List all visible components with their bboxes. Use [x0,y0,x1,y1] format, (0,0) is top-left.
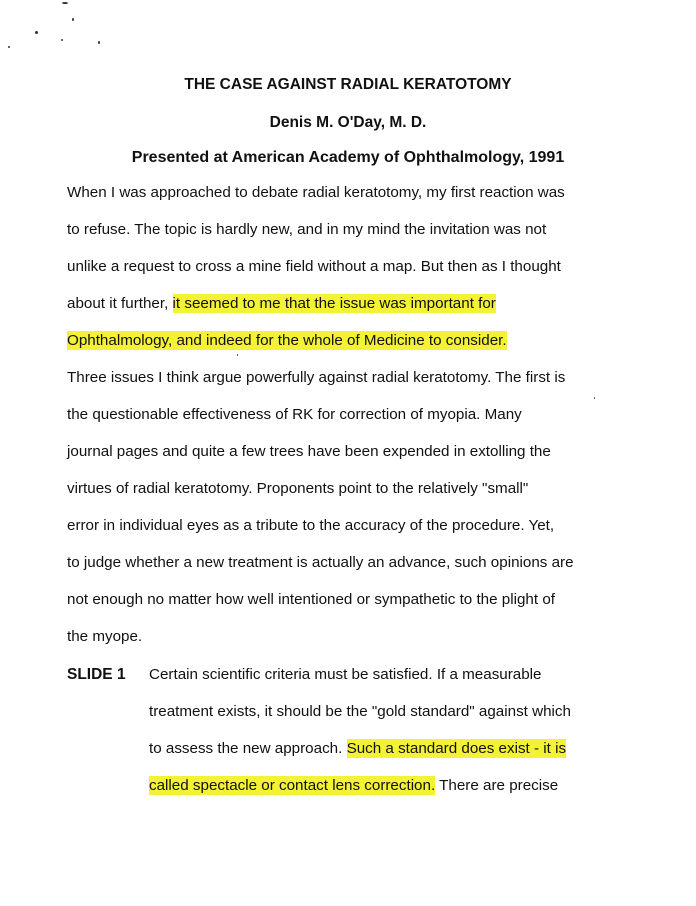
scan-speck [61,39,63,41]
text-line: unlike a request to cross a mine field without a map. But then as I thought [67,258,561,275]
text-line [67,322,627,359]
body-text [67,174,627,655]
text-segment: to assess the new approach. [149,740,347,757]
highlighted-text: called spectacle or contact lens correction. [149,777,436,794]
highlighted-text: Such a standard does exist - it is [346,740,567,757]
text-line: treatment exists, it should be the "gold standard" against which [149,703,571,720]
paragraph-1 [67,174,627,359]
text-line: to judge whether a new treatment is actually an advance, such opinions are [67,554,574,571]
text-line: not enough no matter how well intentioned or sympathetic to the plight of [67,591,555,608]
paragraph-2 [67,359,627,655]
highlighted-text: Ophthalmology, and indeed for the whole of Medicine to consider. [67,332,507,349]
scan-speck [98,41,100,44]
text-line [67,285,627,322]
highlighted-text: it seemed to me that the issue was important for [172,295,496,312]
slide-1-text [149,656,629,804]
text-line: to refuse. The topic is hardly new, and in my mind the invitation was not [67,221,547,238]
text-line: error in individual eyes as a tribute to the accuracy of the procedure. Yet, [67,517,555,534]
text-line: the questionable effectiveness of RK for correction of myopia. Many [67,406,522,423]
scan-speck [62,2,68,4]
document-venue: Presented at American Academy of Ophthalmology, 1991 [131,149,565,166]
scan-speck [35,31,38,34]
slide-label: SLIDE 1 [67,666,126,683]
text-line: virtues of radial keratotomy. Proponents point to the relatively "small" [67,480,529,497]
text-line [149,767,629,804]
text-line [149,730,629,767]
document-author: Denis M. O'Day, M. D. [269,114,427,131]
text-segment: There are precise [435,777,559,794]
text-line: journal pages and quite a few trees have been expended in extolling the [67,443,551,460]
text-segment: about it further, [67,295,173,312]
text-line: the myope. [67,628,143,645]
scan-speck [8,46,10,48]
text-line: Three issues I think argue powerfully against radial keratotomy. The first is [67,369,566,386]
text-line: When I was approached to debate radial keratotomy, my first reaction was [67,184,565,201]
scan-speck [72,18,74,21]
text-line: Certain scientific criteria must be satisfied. If a measurable [149,666,542,683]
document-title: THE CASE AGAINST RADIAL KERATOTOMY [184,76,512,93]
